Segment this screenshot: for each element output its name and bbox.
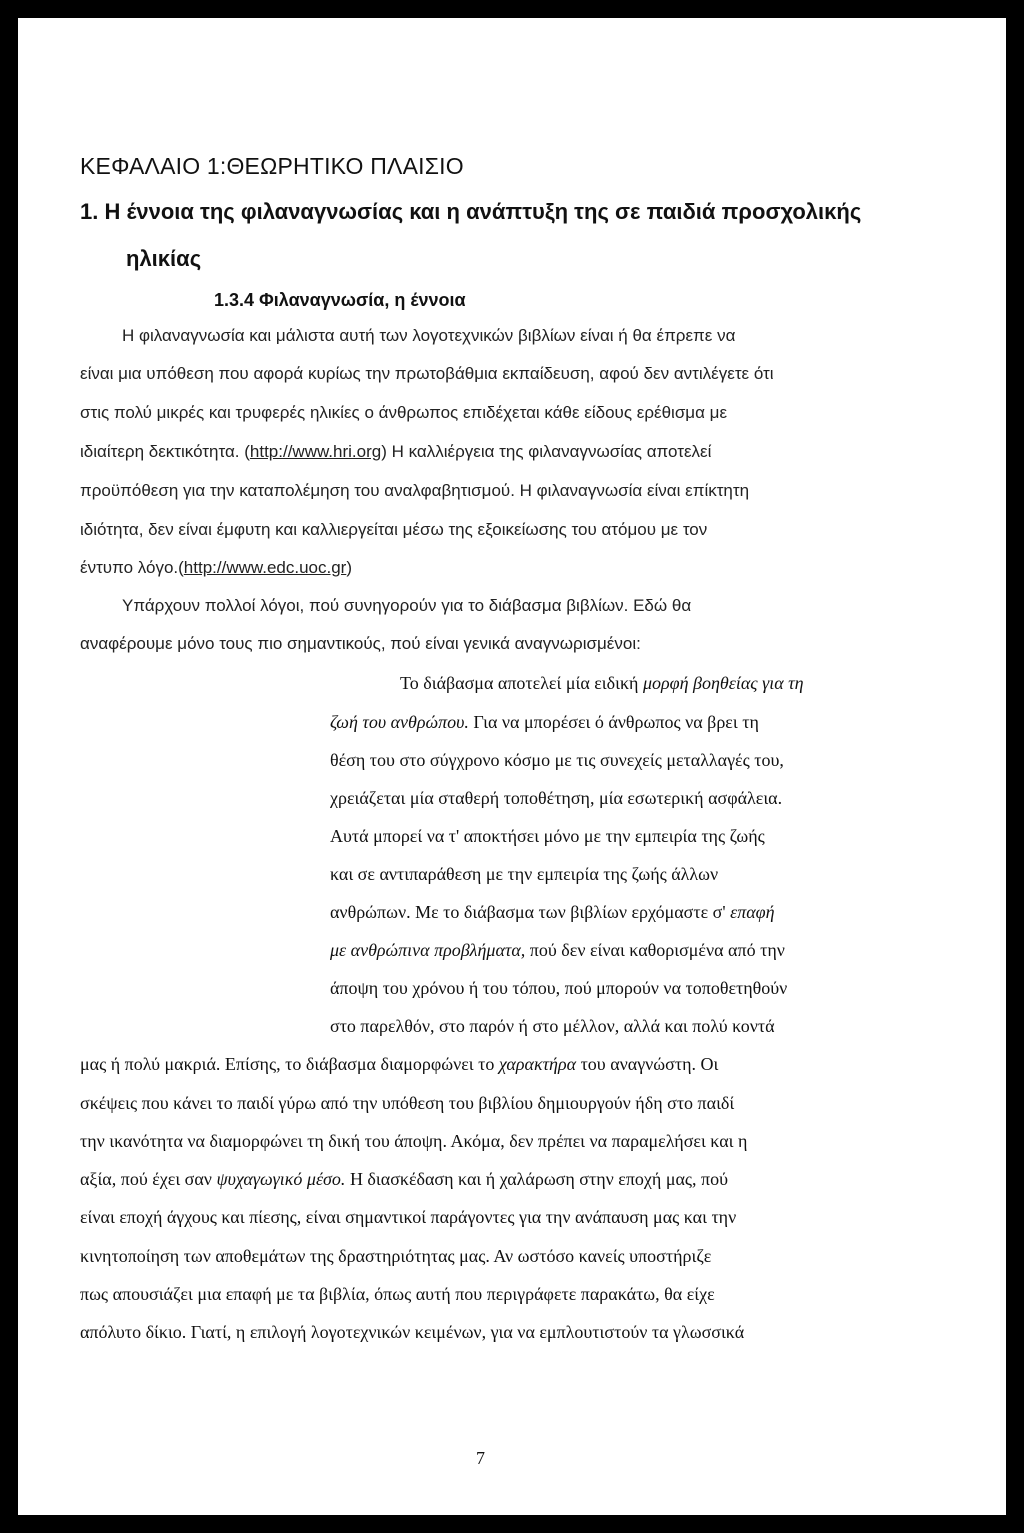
quote-line7-text: ανθρώπων. Με το διάβασμα των βιβλίων ερχόμαστε σ' — [330, 902, 731, 922]
paragraph1-line3: στις πολύ μικρές και τρυφερές ηλικίες ο άνθρωπος επιδέχεται κάθε είδους ερέθισμα με — [80, 403, 728, 422]
paragraph1-line6: ιδιότητα, δεν είναι έμφυτη και καλλιεργείται μέσω της εξοικείωσης του ατόμου με τον — [80, 520, 708, 539]
paragraph1-line2: είναι μια υπόθεση που αφορά κυρίως την πρωτοβάθμια εκπαίδευση, αφού δεν αντιλέγετε ότι — [80, 364, 774, 383]
quote-line4: χρειάζεται μία σταθερή τοποθέτηση, μία εσωτερική ασφάλεια. — [330, 788, 783, 808]
section-heading-line2: ηλικίας — [126, 246, 202, 271]
paragraph3-line4 — [80, 1169, 728, 1190]
paragraph3-line7: πως απουσιάζει μια επαφή με τα βιβλία, όπως αυτή που περιγράφετε παρακάτω, θα είχε — [80, 1284, 715, 1304]
paragraph1-line7 — [80, 558, 352, 578]
quote-line8-emphasis: με ανθρώπινα προβλήματα, — [330, 940, 526, 960]
paragraph1-line7-text: έντυπο λόγο.( — [80, 558, 184, 577]
paragraph3-line2: σκέψεις που κάνει το παιδί γύρω από την υπόθεση του βιβλίου δημιουργούν ήδη στο παιδί — [80, 1093, 735, 1113]
quote-line7 — [330, 902, 775, 923]
hri-link[interactable]: http://www.hri.org — [249, 442, 382, 461]
quote-line1 — [400, 673, 804, 694]
paragraph3-line8: απόλυτο δίκιο. Γιατί, η επιλογή λογοτεχνικών κειμένων, για να εμπλουτιστούν τα γλωσσικά — [80, 1322, 745, 1342]
paragraph1-line5: προϋπόθεση για την καταπολέμηση του αναλφαβητισμού. Η φιλαναγνωσία είναι επίκτητη — [80, 481, 750, 500]
page-number: 7 — [476, 1448, 485, 1468]
quote-line5: Αυτά μπορεί να τ' αποκτήσει μόνο με την εμπειρία της ζωής — [330, 826, 765, 846]
quote-line2-emphasis: ζωή του ανθρώπου. — [330, 712, 469, 732]
paragraph2-line2: αναφέρουμε μόνο τους πιο σημαντικούς, πού είναι γενικά αναγνωρισμένοι: — [80, 634, 641, 653]
chapter-title: ΚΕΦΑΛΑΙΟ 1:ΘΕΩΡΗΤΙΚΟ ΠΛΑΙΣΙΟ — [80, 153, 464, 179]
quote-line8-text: πού δεν είναι καθορισμένα από την — [525, 940, 785, 960]
paragraph1-line4-text: ιδιαίτερη δεκτικότητα. ( — [80, 442, 250, 461]
paragraph3-line4-emphasis: ψυχαγωγικό μέσο. — [216, 1169, 346, 1189]
quote-line9: άποψη του χρόνου ή του τόπου, πού μπορούν να τοποθετηθούν — [330, 978, 788, 998]
paragraph3-line6: κινητοποίηση των αποθεμάτων της δραστηριότητας μας. Αν ωστόσο κανείς υποστήριζε — [80, 1246, 712, 1266]
paragraph3-line3: την ικανότητα να διαμορφώνει τη δική του άποψη. Ακόμα, δεν πρέπει να παραμελήσει και η — [80, 1131, 748, 1151]
subsection-heading: 1.3.4 Φιλαναγνωσία, η έννοια — [214, 290, 466, 310]
paragraph3-line4-text: αξία, πού έχει σαν — [80, 1169, 217, 1189]
paragraph1-line7-text-after: ) — [346, 558, 352, 577]
quote-line1-emphasis: μορφή βοηθείας για τη — [642, 673, 804, 693]
quote-line3: θέση του στο σύγχρονο κόσμο με τις συνεχείς μεταλλαγές του, — [330, 750, 784, 770]
document-page — [18, 18, 1006, 1515]
paragraph3-line5: είναι εποχή άγχους και πίεσης, είναι σημαντικοί παράγοντες για την ανάπαυση μας και την — [80, 1207, 737, 1227]
quote-line8 — [330, 940, 785, 961]
quote-line2-text: Για να μπορέσει ό άνθρωπος να βρει τη — [468, 712, 759, 732]
edc-uoc-link[interactable]: http://www.edc.uoc.gr — [183, 558, 347, 577]
quote-line6: και σε αντιπαράθεση με την εμπειρία της ζωής άλλων — [330, 864, 719, 884]
paragraph1-line4-text-after: ) Η καλλιέργεια της φιλαναγνωσίας αποτελεί — [381, 442, 712, 461]
quote-line10: στο παρελθόν, στο παρόν ή στο μέλλον, αλλά και πολύ κοντά — [330, 1016, 775, 1036]
paragraph1-line1: Η φιλαναγνωσία και μάλιστα αυτή των λογοτεχνικών βιβλίων είναι ή θα έπρεπε να — [122, 326, 736, 345]
paragraph2-line1: Υπάρχουν πολλοί λόγοι, πού συνηγορούν για το διάβασμα βιβλίων. Εδώ θα — [122, 596, 692, 615]
paragraph1-line4 — [80, 442, 711, 462]
section-heading-line1: 1. Η έννοια της φιλαναγνωσίας και η ανάπτυξη της σε παιδιά προσχολικής — [80, 199, 862, 224]
paragraph3-line1-text-after: του αναγνώστη. Οι — [576, 1054, 719, 1074]
quote-line7-emphasis: επαφή — [730, 902, 775, 922]
paragraph3-line4-text-after: Η διασκέδαση και ή χαλάρωση στην εποχή μας, πού — [345, 1169, 729, 1189]
paragraph3-line1-emphasis: χαρακτήρα — [498, 1054, 577, 1074]
quote-line1-text: Το διάβασμα αποτελεί μία ειδική — [400, 673, 643, 693]
quote-line2 — [330, 712, 759, 733]
paragraph3-line1-text: μας ή πολύ μακριά. Επίσης, το διάβασμα διαμορφώνει το — [80, 1054, 499, 1074]
paragraph3-line1 — [80, 1054, 718, 1075]
